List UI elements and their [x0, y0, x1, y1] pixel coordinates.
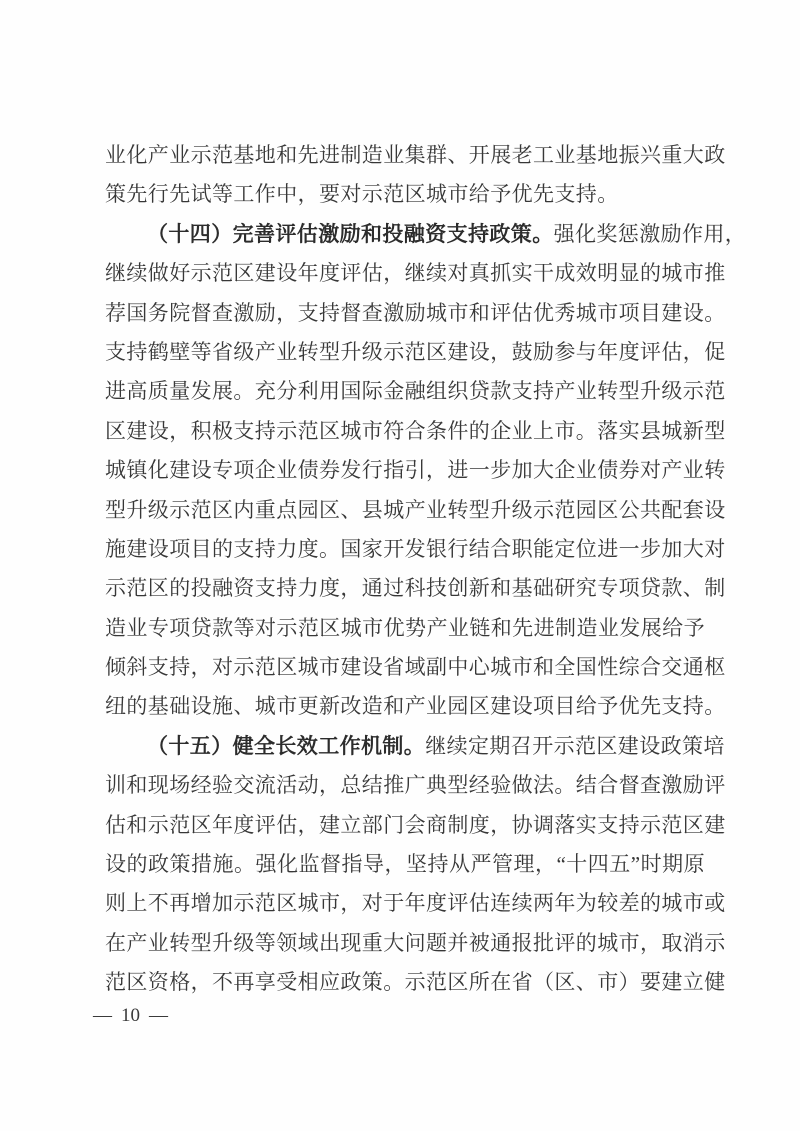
line-text: 造业专项贷款等对示范区城市优势产业链和先进制造业发展给予 — [105, 615, 705, 640]
text-line — [105, 294, 726, 333]
line-text: 训和现场经验交流活动，总结推广典型经验做法。结合督查激励评 — [105, 773, 726, 798]
line-text: 则上不再增加示范区城市，对于年度评估连续两年为较差的城市或 — [105, 891, 726, 916]
line-text: 支持鹤壁等省级产业转型升级示范区建设，鼓励参与年度评估，促 — [105, 339, 726, 364]
line-text: 示范区的投融资支持力度，通过科技创新和基础研究专项贷款、制 — [105, 576, 726, 601]
line-text: 倾斜支持，对示范区城市建设省域副中心城市和全国性综合交通枢 — [105, 655, 726, 680]
text-line — [105, 569, 726, 608]
text-line — [105, 963, 726, 1002]
text-line — [105, 175, 705, 214]
text-line — [105, 333, 726, 372]
text-line — [105, 530, 726, 569]
page-number: 10 — [121, 1005, 140, 1026]
text-line — [105, 687, 726, 726]
text-line — [105, 648, 726, 687]
text-line — [105, 412, 726, 451]
line-text: 策先行先试等工作中，要对示范区城市给予优先支持。 — [105, 182, 619, 207]
line-text: 继续做好示范区建设年度评估，继续对真抓实干成效明显的城市推 — [105, 261, 726, 286]
line-text: 纽的基础设施、城市更新改造和产业园区建设项目给予优先支持。 — [105, 694, 726, 719]
line-text: 型升级示范区内重点园区、县城产业转型升级示范园区公共配套设 — [105, 497, 726, 522]
text-line — [105, 451, 726, 490]
line-text: 设的政策措施。强化监督指导，坚持从严管理，“十四五”时期原 — [105, 852, 705, 877]
footer-dash-right: — — [149, 1005, 168, 1026]
line-text: 继续定期召开示范区建设政策培 — [425, 733, 725, 758]
text-line — [105, 491, 726, 530]
section-heading-bold-segment: （十四）完善评估激励和投融资支持政策。 — [147, 221, 554, 246]
text-line — [105, 215, 747, 254]
line-text: 范区资格，不再享受相应政策。示范区所在省（区、市）要建立健 — [105, 970, 726, 995]
line-text: 城镇化建设专项企业债券发行指引，进一步加大企业债券对产业转 — [105, 458, 726, 483]
line-text: 业化产业示范基地和先进制造业集群、开展老工业基地振兴重大政 — [105, 143, 726, 167]
text-line — [105, 884, 726, 923]
page-footer — [93, 1001, 168, 1031]
text-line — [105, 845, 705, 884]
text-line — [105, 254, 726, 293]
text-line — [105, 924, 726, 963]
line-text: 区建设，积极支持示范区城市符合条件的企业上市。落实县城新型 — [105, 418, 726, 443]
text-line — [105, 766, 726, 805]
section-heading-bold-segment: （十五）健全长效工作机制。 — [147, 733, 426, 758]
text-line — [105, 806, 726, 845]
line-text: 进高质量发展。充分利用国际金融组织贷款支持产业转型升级示范 — [105, 379, 726, 404]
line-text: 荐国务院督查激励，支持督查激励城市和评估优秀城市项目建设。 — [105, 300, 726, 325]
document-text-block — [105, 136, 747, 1003]
line-text: 强化奖惩激励作用， — [553, 221, 747, 246]
text-line — [105, 372, 726, 411]
line-text: 估和示范区年度评估，建立部门会商制度，协调落实支持示范区建 — [105, 812, 726, 837]
line-text: 施建设项目的支持力度。国家开发银行结合职能定位进一步加大对 — [105, 536, 726, 561]
text-line — [105, 136, 726, 175]
line-text: 在产业转型升级等领域出现重大问题并被通报批评的城市，取消示 — [105, 930, 726, 955]
footer-dash-left: — — [93, 1005, 112, 1026]
text-line — [105, 727, 725, 766]
text-line — [105, 609, 705, 648]
